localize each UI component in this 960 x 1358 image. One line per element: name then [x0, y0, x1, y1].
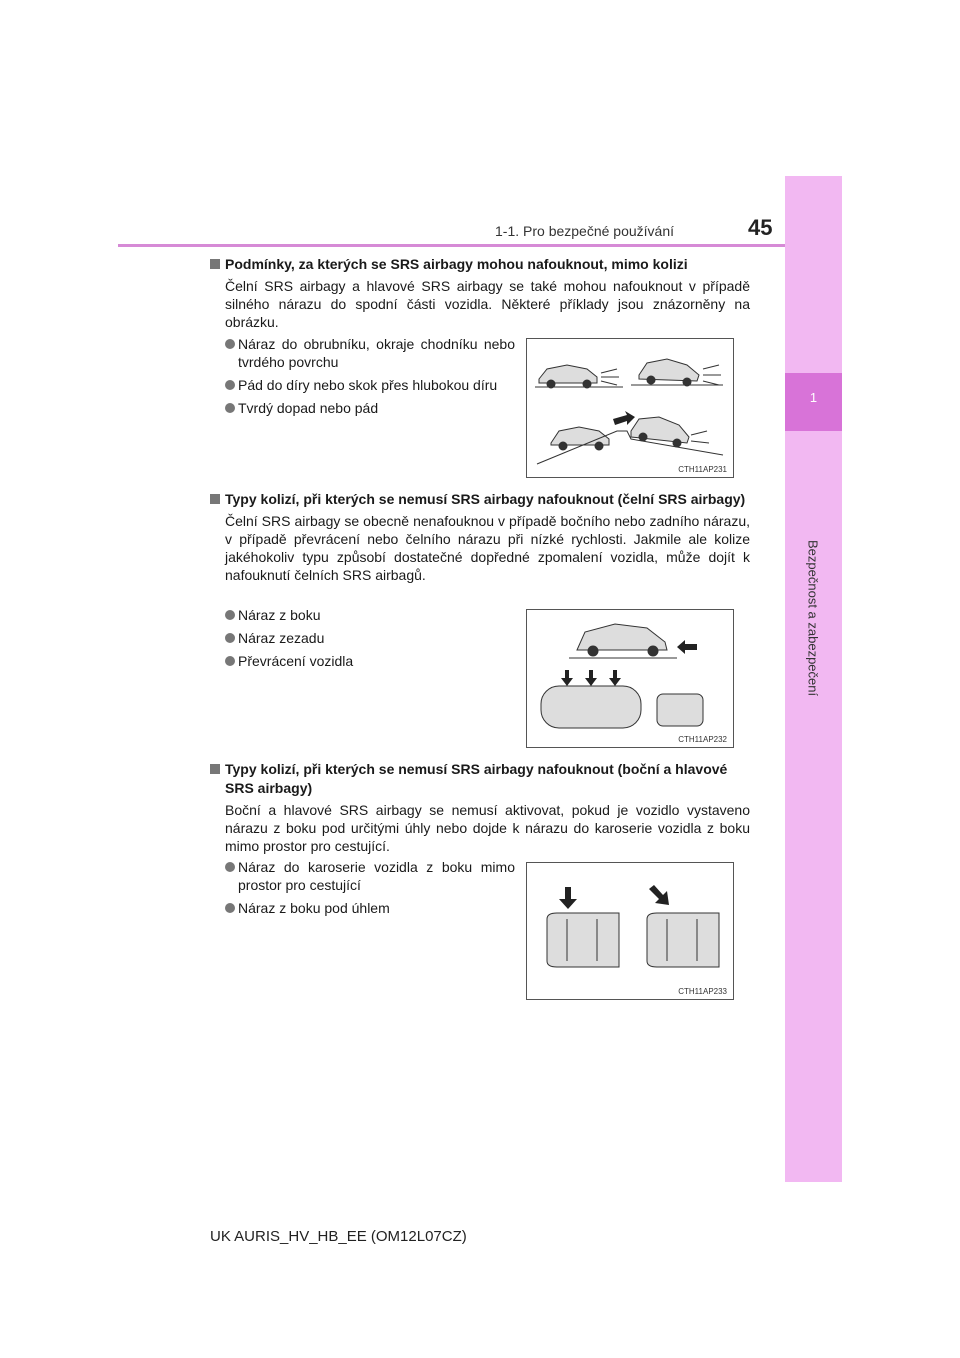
- round-bullet-icon: [225, 380, 235, 390]
- arrow-icon: [559, 887, 577, 909]
- square-bullet-icon: [210, 764, 220, 774]
- list-item: [225, 399, 515, 417]
- round-bullet-icon: [225, 633, 235, 643]
- chapter-title: 1-1. Pro bezpečné používání: [495, 223, 675, 239]
- arrow-icon: [561, 670, 621, 686]
- round-bullet-icon: [225, 656, 235, 666]
- list-item-text: Náraz do obrubníku, okraje chodníku nebo tvrdého povrchu: [238, 336, 515, 370]
- figure-non-collision: [526, 338, 734, 478]
- section-body: Čelní SRS airbagy a hlavové SRS airbagy se také mohou nafouknout v případě silného nárazu do spodní části vozidla. Některé příklady jsou znázorněny na obrázku.: [225, 278, 750, 330]
- section-frontal-no-inflate: [210, 490, 750, 584]
- list-item-text: Náraz zezadu: [238, 630, 325, 646]
- car-impact-illustration: [527, 610, 733, 747]
- section-non-collision: [210, 255, 750, 331]
- arrow-icon: [677, 640, 697, 654]
- bullet-list: [225, 335, 515, 422]
- section-title-text: Podmínky, za kterých se SRS airbagy mohou nafouknout, mimo kolizi: [225, 256, 688, 272]
- section-title-text: Typy kolizí, při kterých se nemusí SRS airbagy nafouknout (čelní SRS airbagy): [225, 491, 746, 507]
- figure-side-no-inflate: [526, 862, 734, 1000]
- list-item: [225, 858, 515, 894]
- section-body: Čelní SRS airbagy se obecně nenafouknou v případě bočního nebo zadního nárazu, v případě převrácení nebo čelního nárazu při nízké rychlosti. Jakmile ale kolize jakéhokoliv typu způsobí dostatečné dopředné zpomalení vozidla, může dojít k nafouknutí čelních SRS airbagů.: [225, 513, 750, 583]
- section-title: [210, 255, 750, 274]
- section-side-no-inflate: [210, 760, 750, 855]
- page-number: 45: [748, 215, 773, 240]
- round-bullet-icon: [225, 862, 235, 872]
- list-item-text: Pád do díry nebo skok přes hlubokou díru: [238, 377, 498, 393]
- car-impact-illustration: [527, 339, 733, 477]
- list-item-text: Náraz z boku: [238, 607, 321, 623]
- list-item-text: Náraz z boku pod úhlem: [238, 900, 390, 916]
- manual-code: UK AURIS_HV_HB_EE (OM12L07CZ): [210, 1228, 467, 1245]
- section-body: Boční a hlavové SRS airbagy se nemusí aktivovat, pokud je vozidlo vystaveno nárazu z boku pod určitými úhly nebo dojde k nárazu do karoserie vozidla z boku mimo prostor pro cestující.: [225, 802, 750, 854]
- list-item-text: Tvrdý dopad nebo pád: [238, 400, 379, 416]
- list-item-text: Náraz do karoserie vozidla z boku mimo prostor pro cestující: [238, 859, 515, 893]
- section-title: [210, 490, 750, 509]
- chapter-side-label: Bezpečnost a zabezpečení: [805, 540, 821, 697]
- car-top-view-illustration: [527, 863, 733, 999]
- list-item-text: Převrácení vozidla: [238, 653, 354, 669]
- figure-code: CTH11AP233: [678, 987, 727, 996]
- arrow-icon: [649, 885, 669, 905]
- figure-code: CTH11AP232: [678, 735, 727, 744]
- list-item: [225, 652, 515, 670]
- header-rule: [118, 244, 785, 247]
- list-item: [225, 376, 515, 394]
- arrow-icon: [613, 411, 635, 425]
- list-item: [225, 899, 515, 917]
- bullet-list: [225, 606, 515, 675]
- round-bullet-icon: [225, 610, 235, 620]
- round-bullet-icon: [225, 403, 235, 413]
- round-bullet-icon: [225, 339, 235, 349]
- figure-frontal-no-inflate: [526, 609, 734, 748]
- list-item: [225, 629, 515, 647]
- bullet-list: [225, 858, 515, 922]
- section-title: [210, 760, 750, 798]
- chapter-number: 1: [809, 390, 818, 405]
- list-item: [225, 335, 515, 371]
- list-item: [225, 606, 515, 624]
- figure-code: CTH11AP231: [678, 465, 727, 474]
- round-bullet-icon: [225, 903, 235, 913]
- square-bullet-icon: [210, 494, 220, 504]
- section-title-text: Typy kolizí, při kterých se nemusí SRS airbagy nafouknout (boční a hlavové SRS airbagy): [225, 761, 728, 796]
- square-bullet-icon: [210, 259, 220, 269]
